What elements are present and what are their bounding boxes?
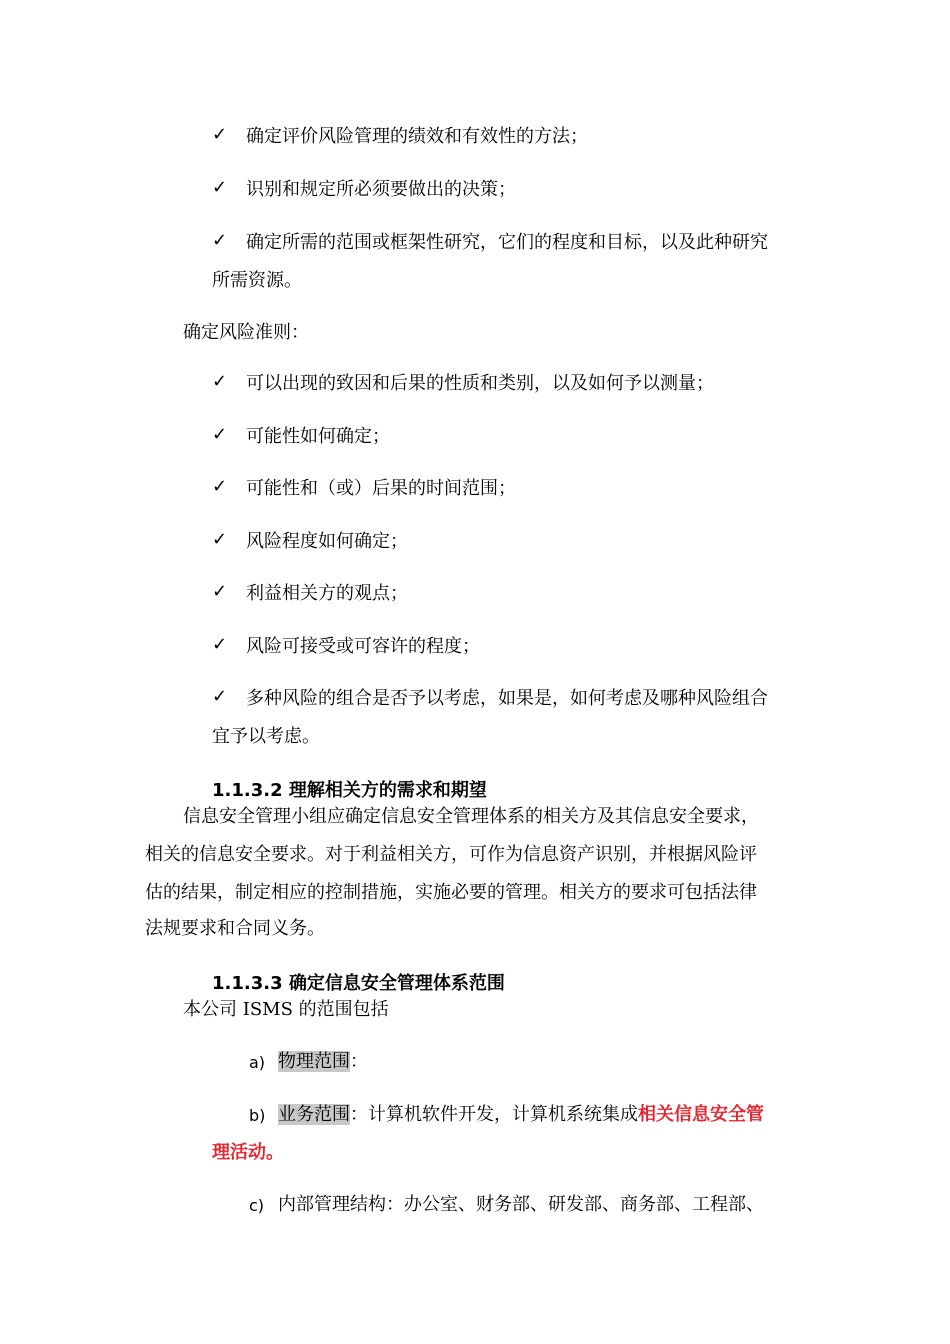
section-number: 1.1.3.3 [212,973,283,994]
paragraph-line: 信息安全管理小组应确定信息安全管理体系的相关方及其信息安全要求， [183,806,759,827]
list-item [278,1192,764,1218]
check-icon: ✓ [212,177,228,198]
check-icon: ✓ [212,686,228,707]
list-item-continuation [212,1140,284,1166]
section-number: 1.1.3.2 [212,780,283,801]
list-marker: c) [249,1196,265,1215]
list-item: 多种风险的组合是否予以考虑，如果是，如何考虑及哪种风险组合 [246,688,768,709]
list-item: 确定评价风险管理的绩效和有效性的方法； [246,126,588,147]
list-item: 可能性和（或）后果的时间范围； [246,478,516,499]
list-item: 风险程度如何确定； [246,531,408,552]
paragraph-line: 估的结果，制定相应的控制措施，实施必要的管理。相关方的要求可包括法律 [145,882,757,903]
item-label: 内部管理结构 [278,1194,386,1215]
check-icon: ✓ [212,476,228,497]
section-title: 确定信息安全管理体系范围 [288,973,505,994]
check-icon: ✓ [212,529,228,550]
label-rest: ： [350,1051,368,1072]
list-item: 识别和规定所必须要做出的决策； [246,179,516,200]
red-emphasis: 理活动。 [212,1142,284,1163]
list-item: 确定所需的范围或框架性研究，它们的程度和目标，以及此种研究 [246,232,768,253]
check-icon: ✓ [212,371,228,392]
list-item: 可能性如何确定； [246,426,390,447]
highlighted-label: 业务范围 [278,1104,350,1125]
red-emphasis: 相关信息安全管 [638,1104,764,1125]
check-icon: ✓ [212,424,228,445]
label-rest: ：计算机软件开发，计算机系统集成 [350,1104,638,1125]
list-item [278,1102,764,1128]
check-icon: ✓ [212,634,228,655]
check-icon: ✓ [212,230,228,251]
section-heading-1133 [212,969,505,995]
highlighted-label: 物理范围 [278,1051,350,1072]
paragraph-line: 相关的信息安全要求。对于利益相关方，可作为信息资产识别，并根据风险评 [145,844,757,865]
section-title: 理解相关方的需求和期望 [288,780,487,801]
check-icon: ✓ [212,581,228,602]
section-heading-1132 [212,776,487,802]
list-item: 利益相关方的观点； [246,583,408,604]
check-icon: ✓ [212,124,228,145]
list-item-continuation: 宜予以考虑。 [212,726,320,747]
label-rest: ：办公室、财务部、研发部、商务部、工程部、 [386,1194,764,1215]
list-item: 可以出现的致因和后果的性质和类别，以及如何予以测量； [246,373,714,394]
list-item-continuation: 所需资源。 [212,270,302,291]
list-marker: a) [249,1053,266,1072]
paragraph-line: 法规要求和合同义务。 [145,918,325,939]
scope-intro: 本公司 ISMS 的范围包括 [183,999,389,1020]
list-item: 风险可接受或可容许的程度； [246,636,480,657]
list-item [278,1049,368,1075]
list-marker: b) [249,1106,266,1125]
criteria-intro: 确定风险准则： [183,322,309,343]
